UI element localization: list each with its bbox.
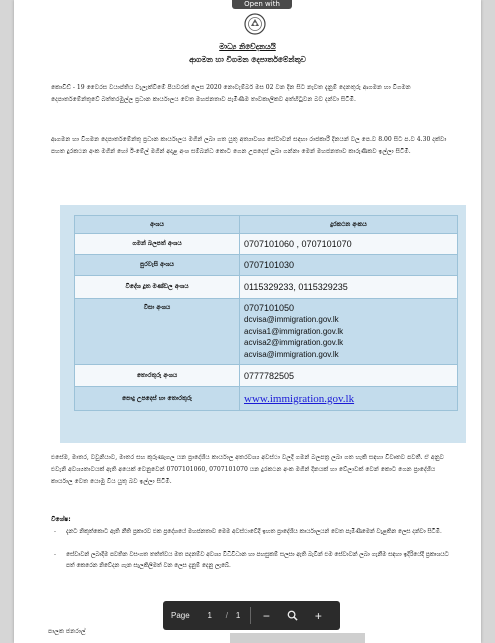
department-name: ආගමන හා විගමන දෙපාර්තමේන්තුව [189, 55, 306, 64]
table-row [75, 276, 458, 299]
email-link[interactable]: dcvisa@immigration.gov.lk [244, 315, 339, 325]
email-link[interactable]: acvisa2@immigration.gov.lk [244, 338, 344, 348]
page-number-input[interactable]: 1 [207, 611, 212, 620]
division-label: ගමන් බලපත් අංශය [75, 234, 240, 255]
contact-table-panel [60, 205, 466, 443]
header-division: අංශය [75, 216, 240, 234]
phone-value: 0707101030 [240, 255, 458, 276]
page-toolbar [163, 601, 340, 630]
email-link[interactable]: acvisa@immigration.gov.lk [244, 349, 339, 359]
website-link[interactable]: www.immigration.gov.lk [244, 392, 355, 405]
table-row [75, 255, 458, 276]
contact-paragraph: ආගමන හා විගමන දෙපාර්තමේන්තු ප්‍රධාන කාර්යාලය මගින් ලබා ගත යුතු අත්‍යාවශ්‍ය සේවාවන් සඳහා රාජකාරී දිනයන් වල පෙ.ව 8.00 සිට ප.ව 4.30 දක්වා පහත දුරකථන අංක මගින් හෝ ඊ-මේල් මගින් අදාළ අංශ සම්බන්ධ කොට ගෙන උපදෙස් ලබා ගන්නා මෙන් මහජනතාව කාරුණිකව ඉල්ලා සිටිමි. [51, 136, 447, 155]
phone-value: 0707101060 , 0707101070 [240, 234, 458, 255]
open-with-label: Open with [244, 0, 280, 8]
division-label: තොරතුරු අංශය [75, 365, 240, 387]
table-row [75, 299, 458, 365]
next-page-edge [230, 633, 365, 643]
document-title: මාධ්‍ය නිවේදනයයි [219, 42, 276, 51]
website-cell [240, 387, 458, 411]
total-pages: 1 [235, 611, 241, 620]
table-row [75, 387, 458, 411]
table-header-row [75, 216, 458, 234]
visa-contact-cell [240, 299, 458, 365]
phone-value: 0115329233, 0115329235 [240, 276, 458, 299]
zoom-fit-icon[interactable] [281, 605, 303, 627]
note-item: - දැනට නිකුත්කොට ඇති නීති ප්‍රකාරව එක ප්‍රදේශයේ මහජනතාව මෙම අවස්ථාවේදී ඉහත ප්‍රාදේශීය කාර්යාලයන් වෙත පැමිණීමෙන් වැළකින ලෙස දන්වා සිටිමි. [66, 527, 452, 538]
note-item: - සේවාවන් ලබාදීම පවතින වසංගත තත්ත්වය මත පදනම්ව අවශ්‍ය විධිවිධාන හා පහසුකම් සලසා ඇති බැවින් එම සේවාවන් ලබා ගැනීම සඳහා ඉදිරියේදී ප්‍රකාශයට පත් කෙරෙන නිවේදන ගැන සැලකිලිමත් වන ලෙස දැනුම් දෙනු ලැබේ. [66, 550, 452, 571]
zoom-out-icon[interactable]: − [262, 608, 270, 623]
signature-line: පාලක ජනරාල් [48, 628, 86, 635]
document-page [14, 0, 481, 643]
page-separator: / [225, 611, 228, 620]
division-label: පොදු උපදෙස් හා තොරතුරු [75, 387, 240, 411]
phone-value: 0777782505 [240, 365, 458, 387]
division-label: විදේශ දූත මණ්ඩල අංශය [75, 276, 240, 299]
contact-table [74, 215, 458, 411]
regional-offices-paragraph: එසේම, මාතර, වවුනියාව, මාතර සහ කුරුණෑගල යන ප්‍රාදේශීය කාර්යාල අතරවශ්‍ය අවස්ථා වලදී ගමන් බලපත්‍ර ලබා ගත හැකි සඳහා විවෘතව පවතී. ඒ අනුව එවැනි අවශ්‍යතාවයක් ඇති අයෙක් වෙනුවෙන් 0707101060, 0707101070 යන දුරකථන අංක මගින් දිනයක් හා වේලාවක් වෙන් කොට ගෙන ප්‍රාදේශීය කාර්යාල වෙත යොමු විය යුතු බව ඉල්ලා සිටිමි. [51, 454, 444, 485]
email-link[interactable]: acvisa1@immigration.gov.lk [244, 326, 344, 336]
division-label: පුරවැසි අංශය [75, 255, 240, 276]
zoom-in-icon[interactable]: + [314, 608, 322, 623]
table-row [75, 365, 458, 387]
notes-heading: විශේෂ: [51, 516, 71, 523]
government-emblem-icon [243, 12, 267, 36]
toolbar-divider [250, 607, 251, 624]
page-label: Page [171, 611, 190, 620]
table-row [75, 234, 458, 255]
open-with-button[interactable] [232, 0, 292, 9]
division-label: වීසා අංශය [75, 299, 240, 365]
header-phone: දුරකථන අංකය [240, 216, 458, 234]
phone-value: 0707101050 [244, 302, 295, 313]
intro-paragraph: කොවිඩ් - 19 වෛරස වයාප්තිය වැලැක්වීමේ පියවරක් ලෙස 2020 නොවැම්බර් මස 02 වන දින සිට නැවත දැනුම් දෙනතුරු ආගමන හා විගමන දෙපාර්තමේන්තුවේ බත්තරමුල්ල ප්‍රධාන කාර්යාලය වෙත මහජනතාව පැමිණීම තාවකාලිකව අත්හිටුවන බව දන්වා සිටිමි. [51, 84, 411, 103]
